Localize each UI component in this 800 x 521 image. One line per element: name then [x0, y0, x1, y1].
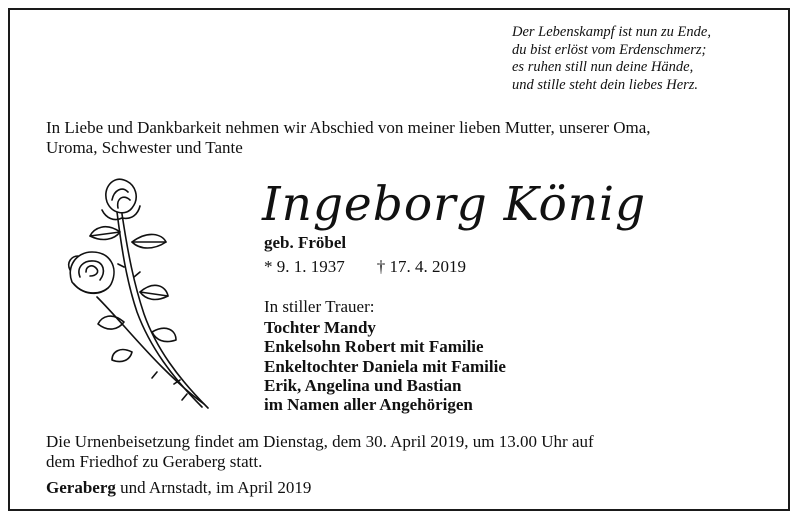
mourner-entry: Enkeltochter Daniela mit Familie [264, 356, 506, 376]
poem-line: Der Lebenskampf ist nun zu Ende, [512, 24, 711, 40]
poem-line: und stille steht dein liebes Herz. [512, 76, 699, 93]
life-dates [264, 257, 466, 277]
poem-line: du bist erlöst vom Erdenschmerz; [512, 41, 707, 58]
intro-line: Uroma, Schwester und Tante [46, 138, 243, 157]
funeral-line: Die Urnenbeisetzung findet am Dienstag, dem 30. April 2019, um 13.00 Uhr auf [46, 432, 594, 451]
mourning-label: In stiller Trauer: [264, 297, 375, 316]
poem-line: es ruhen still nun deine Hände, [512, 59, 694, 75]
mourners-list [264, 318, 506, 414]
closing-line [46, 478, 311, 498]
mourner-entry: Erik, Angelina und Bastian [264, 375, 462, 395]
closing-place: Geraberg [46, 478, 116, 497]
mourner-entry: Tochter Mandy [264, 318, 376, 337]
maiden-name: geb. Fröbel [264, 233, 347, 252]
intro-text [46, 118, 786, 158]
birth-date: * 9. 1. 1937 [264, 257, 345, 276]
mourner-entry: Enkelsohn Robert mit Familie [264, 337, 484, 357]
death-date: † 17. 4. 2019 [376, 257, 466, 276]
closing-rest: und Arnstadt, im April 2019 [115, 478, 312, 497]
funeral-line: dem Friedhof zu Geraberg statt. [46, 452, 263, 471]
deceased-name: Ingeborg König [262, 177, 647, 232]
poem [512, 24, 782, 94]
intro-line: In Liebe und Dankbarkeit nehmen wir Abschied von meiner lieben Mutter, unserer Oma, [46, 118, 651, 137]
funeral-notice [46, 432, 594, 472]
mourner-entry: im Namen aller Angehörigen [264, 395, 473, 415]
rose-drawing-icon [62, 172, 222, 417]
